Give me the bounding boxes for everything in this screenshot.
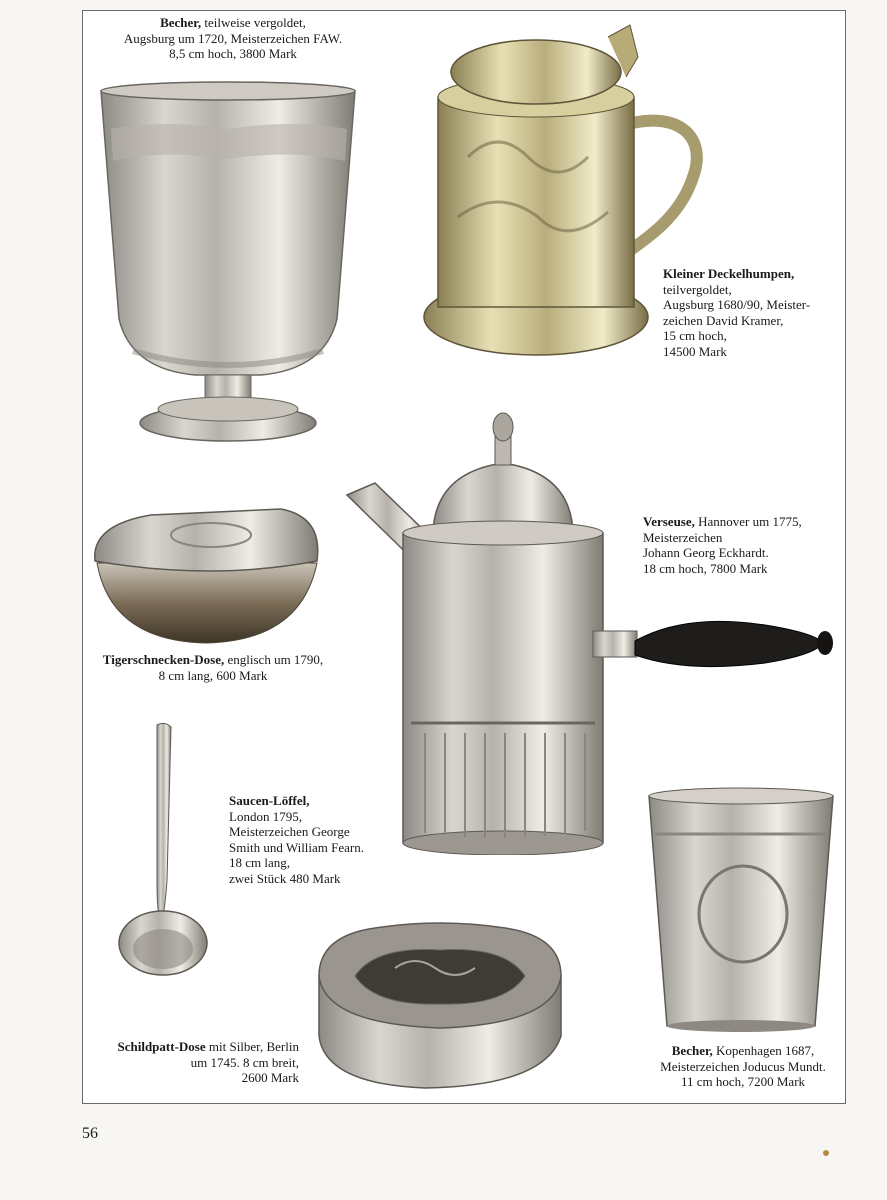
caption-title: Becher,	[160, 15, 202, 30]
caption-line: Johann Georg Eckhardt.	[643, 545, 769, 560]
caption-line: 8 cm lang, 600 Mark	[158, 667, 268, 683]
caption-title: Saucen-Löffel,	[229, 793, 310, 808]
caption-title: Tigerschnecken-Dose,	[102, 652, 225, 667]
caption-line: Meisterzeichen	[643, 529, 723, 545]
caption-line: Augsburg 1680/90, Meister-	[663, 297, 811, 312]
caption-line: mit Silber, Berlin	[208, 1039, 299, 1054]
caption-line: 2600 Mark	[241, 1070, 299, 1085]
caption-line: 8,5 cm hoch, 3800 Mark	[169, 46, 297, 61]
caption-deckelhumpen	[663, 266, 843, 359]
caption-line: 11 cm hoch, 7200 Mark	[680, 1074, 806, 1089]
caption-line: teilweise vergoldet,	[204, 15, 306, 30]
caption-line: um 1745. 8 cm breit,	[190, 1054, 299, 1070]
caption-line: Smith und William Fearn.	[229, 839, 365, 855]
caption-line: zwei Stück 480 Mark	[229, 870, 341, 886]
caption-line: zeichen David Kramer,	[663, 312, 784, 328]
caption-verseuse	[643, 514, 843, 576]
caption-schildpatt	[83, 1039, 299, 1086]
caption-title: Becher,	[671, 1043, 713, 1058]
caption-line: 18 cm hoch, 7800 Mark	[643, 560, 768, 576]
caption-becher-augsburg	[83, 15, 383, 62]
page-number: 56	[82, 1125, 98, 1142]
caption-line: London 1795,	[229, 808, 302, 824]
caption-line: Meisterzeichen Joducus Mundt.	[660, 1058, 826, 1074]
caption-line: Meisterzeichen George	[229, 824, 350, 839]
caption-line: Augsburg um 1720, Meisterzeichen FAW.	[123, 30, 343, 46]
print-speck	[823, 1150, 829, 1156]
caption-line: 18 cm lang,	[229, 855, 291, 870]
caption-line: Hannover um 1775,	[698, 514, 802, 529]
caption-line: 14500 Mark	[663, 343, 727, 359]
caption-line: teilvergoldet,	[663, 281, 732, 297]
caption-becher-kopenhagen	[641, 1043, 845, 1090]
caption-title: Verseuse,	[643, 514, 695, 529]
caption-saucen-loeffel	[229, 793, 429, 886]
caption-tigerschnecken	[83, 652, 343, 683]
caption-title: Schildpatt-Dose	[117, 1039, 206, 1054]
saucen-loeffel-image	[113, 721, 213, 986]
becher-kopenhagen-image	[645, 786, 837, 1036]
caption-line: Kopenhagen 1687,	[716, 1043, 815, 1058]
caption-line: englisch um 1790,	[227, 652, 324, 667]
tigerschnecken-dose-image	[91, 501, 323, 646]
catalog-page-frame	[82, 10, 846, 1104]
caption-line: 15 cm hoch,	[663, 328, 727, 343]
schildpatt-dose-image	[315, 916, 565, 1091]
becher-augsburg-image	[93, 79, 363, 457]
caption-title: Kleiner Deckelhumpen,	[663, 266, 795, 281]
